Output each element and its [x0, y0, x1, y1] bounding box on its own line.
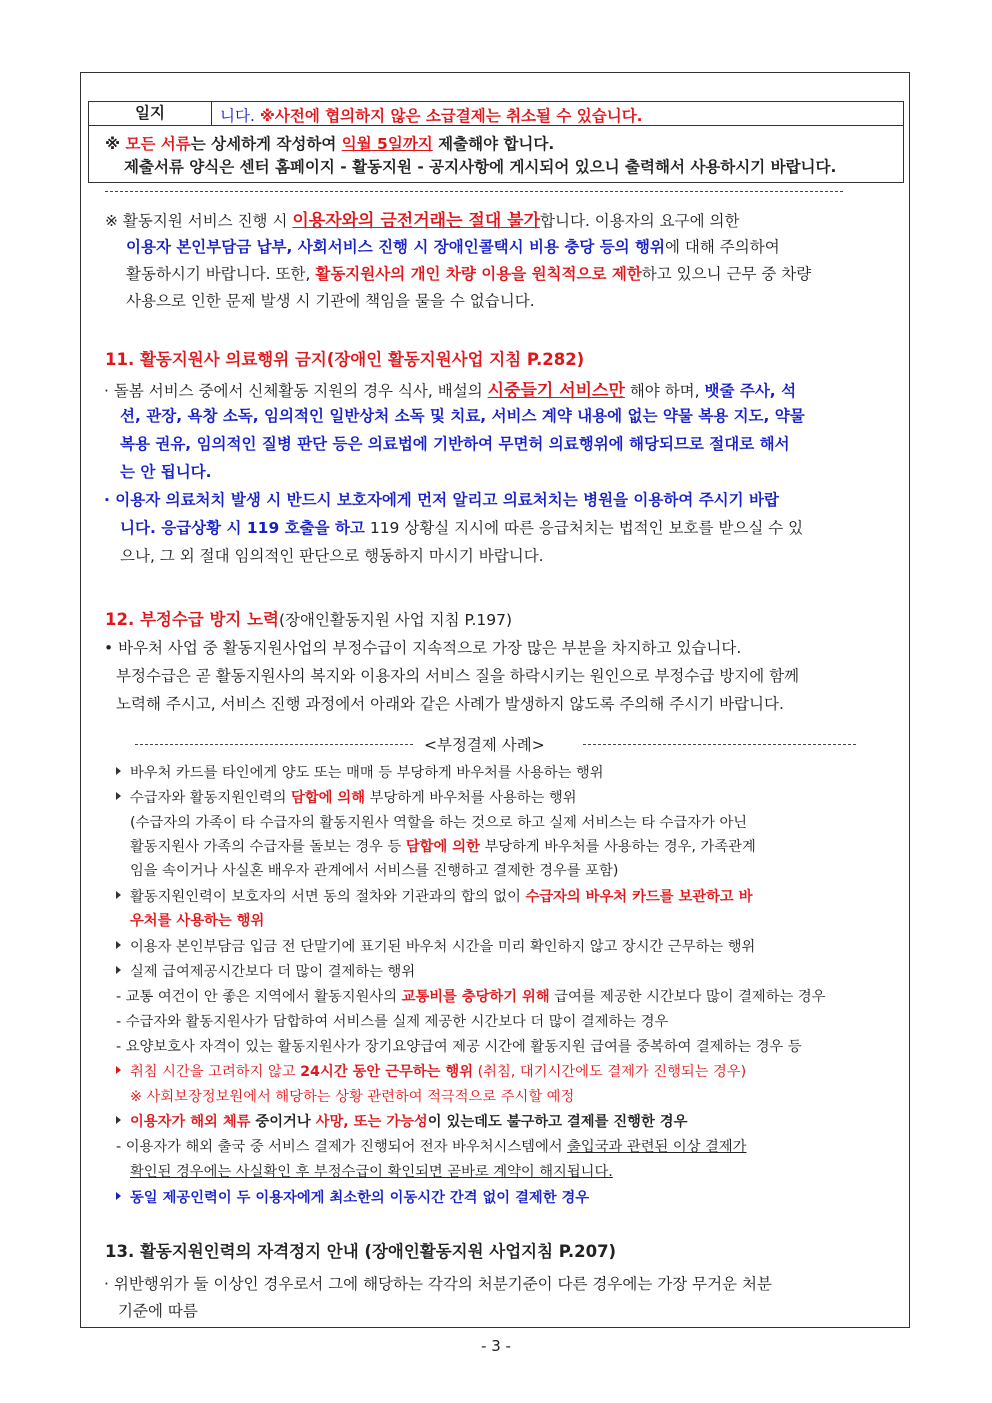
notice-line-4: 사용으로 인한 문제 발생 시 기관에 책임을 물을 수 없습니다. [126, 292, 535, 310]
section-12-heading: 12. 부정수급 방지 노력(장애인활동지원 사업 지침 P.197) [105, 610, 513, 629]
cases-divider-left [135, 744, 413, 745]
bullet-icon [116, 941, 121, 949]
bullet-icon [116, 966, 121, 974]
bullet-icon [116, 1192, 121, 1200]
case-item-1: 바우처 카드를 타인에게 양도 또는 매매 등 부당하게 바우처를 사용하는 행위 [116, 762, 604, 782]
s11-line-1: · 돌봄 서비스 중에서 신체활동 지원의 경우 식사, 배설의 시중들기 서비스만 해야 하며, 뱃줄 주사, 석 [104, 381, 797, 401]
s11-line-2: 션, 관장, 욕창 소독, 임의적인 일반상처 소독 및 치료, 서비스 계약 내용에 없는 약물 복용 지도, 약물 [120, 407, 805, 425]
case-item-5: 실제 급여제공시간보다 더 많이 결제하는 행위 [116, 961, 415, 981]
cases-title: <부정결제 사례> [424, 736, 545, 754]
page-number: - 3 - [481, 1337, 511, 1355]
case-item-8: 동일 제공인력이 두 이용자에게 최소한의 이동시간 간격 없이 결제한 경우 [116, 1187, 589, 1207]
bullet-icon [116, 891, 121, 899]
bullet-icon [116, 1116, 121, 1124]
s12-line-1: • 바우처 사업 중 활동지원사업의 부정수급이 지속적으로 가장 많은 부분을 차지하고 있습니다. [104, 639, 742, 657]
case-item-3-line-2: 우처를 사용하는 행위 [130, 913, 265, 929]
notice-line-3: 활동하시기 바랍니다. 또한, 활동지원사의 개인 차량 이용을 원칙적으로 제한하고 있으니 근무 중 차량 [126, 265, 812, 283]
submission-note-box [88, 126, 904, 183]
s13-line-1: · 위반행위가 둘 이상인 경우로서 그에 해당하는 각각의 처분기준이 다른 경우에는 가장 무거운 처분 [104, 1275, 772, 1293]
case-item-7: 이용자가 해외 체류 중이거나 사망, 또는 가능성이 있는데도 불구하고 결제를 진행한 경우 [116, 1111, 687, 1131]
divider [105, 191, 843, 192]
table-cell-text: 니다. ※사전에 협의하지 않은 소급결제는 취소될 수 있습니다. [220, 107, 643, 125]
case-item-5-sub-1: - 교통 여건이 안 좋은 지역에서 활동지원사의 교통비를 충당하기 위해 급여를 제공한 시간보다 많이 결제하는 경우 [116, 989, 826, 1005]
s11-line-3: 복용 권유, 임의적인 질병 판단 등은 의료법에 기반하여 무면허 의료행위에 해당되므로 절대로 해서 [120, 435, 790, 453]
case-item-5-sub-3: - 요양보호사 자격이 있는 활동지원사가 장기요양급여 제공 시간에 활동지원 급여를 중복하여 결제하는 경우 등 [116, 1039, 802, 1055]
s12-line-3: 노력해 주시고, 서비스 진행 과정에서 아래와 같은 사례가 발생하지 않도록 주의해 주시기 바랍니다. [116, 695, 784, 713]
notice-line-2: 이용자 본인부담금 납부, 사회서비스 진행 시 장애인콜택시 비용 충당 등의 행위에 대해 주의하여 [126, 238, 780, 256]
case-item-2-line-2: (수급자의 가족이 타 수급자의 활동지원사 역할을 하는 것으로 하고 실제 서비스는 타 수급자가 아닌 [130, 815, 748, 831]
top-table-row [88, 101, 904, 126]
s11-line-4: 는 안 됩니다. [120, 463, 212, 481]
s13-line-2: 기준에 따름 [118, 1302, 198, 1320]
bullet-icon [116, 767, 121, 775]
table-label: 일지 [89, 102, 212, 125]
bullet-icon [116, 1066, 121, 1074]
s11-line-6: 니다. 응급상황 시 119 호출을 하고 119 상황실 지시에 따른 응급처치는 법적인 보호를 받으실 수 있 [120, 519, 804, 537]
s11-line-7: 으나, 그 외 절대 임의적인 판단으로 행동하지 마시기 바랍니다. [120, 547, 544, 565]
case-item-4: 이용자 본인부담금 입금 전 단말기에 표기된 바우처 시간을 미리 확인하지 않고 장시간 근무하는 행위 [116, 936, 755, 956]
case-item-2-line-4: 임을 속이거나 사실혼 배우자 관계에서 서비스를 진행하고 결제한 경우를 포함) [130, 863, 619, 879]
bullet-icon [116, 792, 121, 800]
case-item-6-note: ※ 사회보장정보원에서 해당하는 상황 관련하여 적극적으로 주시할 예정 [130, 1089, 575, 1105]
submission-note-line-1: ※ 모든 서류는 상세하게 작성하여 익월 5일까지 제출해야 합니다. [105, 135, 555, 153]
case-item-2-line-3: 활동지원사 가족의 수급자를 돌보는 경우 등 담합에 의한 부당하게 바우처를 사용하는 경우, 가족관계 [130, 839, 756, 855]
s11-line-5: · 이용자 의료처치 발생 시 반드시 보호자에게 먼저 알리고 의료처치는 병원을 이용하여 주시기 바랍 [104, 491, 779, 509]
section-11-heading: 11. 활동지원사 의료행위 금지(장애인 활동지원사업 지침 P.282) [105, 350, 585, 369]
s12-line-2: 부정수급은 곧 활동지원사의 복지와 이용자의 서비스 질을 하락시키는 원인으로 부정수급 방지에 함께 [116, 667, 800, 685]
cases-divider-right [583, 744, 856, 745]
case-item-5-sub-2: - 수급자와 활동지원사가 담합하여 서비스를 실제 제공한 시간보다 더 많이 결제하는 경우 [116, 1014, 669, 1030]
case-item-6: 취침 시간을 고려하지 않고 24시간 동안 근무하는 행위 (취침, 대기시간에도 결제가 진행되는 경우) [116, 1061, 746, 1081]
submission-note-line-2: 제출서류 양식은 센터 홈페이지 - 활동지원 - 공지사항에 게시되어 있으니 출력해서 사용하시기 바랍니다. [124, 158, 837, 176]
notice-line-1: ※ 활동지원 서비스 진행 시 이용자와의 금전거래는 절대 불가합니다. 이용자의 요구에 의한 [105, 211, 740, 231]
case-item-7-sub-1: - 이용자가 해외 출국 중 서비스 결제가 진행되어 전자 바우처시스템에서 출입국과 관련된 이상 결제가 [116, 1139, 747, 1155]
case-item-3: 활동지원인력이 보호자의 서면 동의 절차와 기관과의 합의 없이 수급자의 바우처 카드를 보관하고 바 [116, 886, 753, 906]
case-item-7-sub-2: 확인된 경우에는 사실확인 후 부정수급이 확인되면 곧바로 계약이 해지됩니다. [130, 1164, 613, 1180]
section-13-heading: 13. 활동지원인력의 자격정지 안내 (장애인활동지원 사업지침 P.207) [105, 1242, 617, 1261]
case-item-2: 수급자와 활동지원인력의 담합에 의해 부당하게 바우처를 사용하는 행위 [116, 787, 577, 807]
